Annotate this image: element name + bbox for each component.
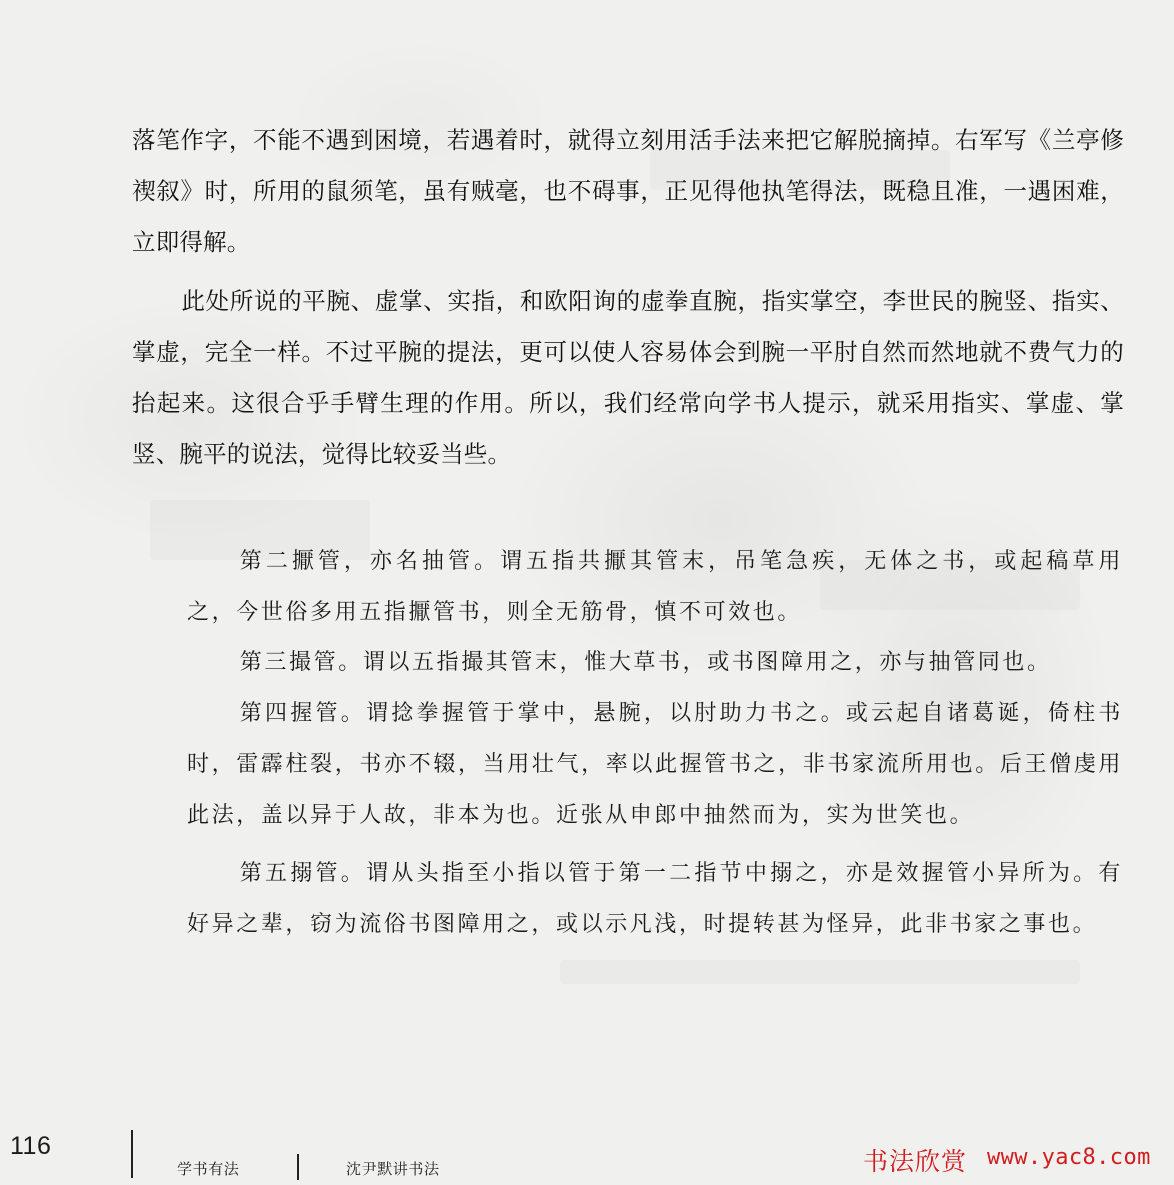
paragraph: 落笔作字，不能不遇到困境，若遇着时，就得立刻用活手法来把它解脱摘掉。右军写《兰亭修禊叙》时，所用的鼠须笔，虽有贼毫，也不碍事，正见得他执笔得法，既稳且准，一遇困难，立即得解。 <box>132 126 1124 256</box>
quote-paragraph: 第四握管。谓捻拳握管于掌中，悬腕，以肘助力书之。或云起自诸葛诞，倚柱书时，雷霹柱裂，书亦不辍，当用壮气，率以此握管书之，非书家流所用也。后王僧虔用此法，盖以异于人故，非本为也。近张从申郎中抽然而为，实为世笑也。 <box>187 701 1123 828</box>
footer-divider <box>297 1154 299 1180</box>
series-title: 学书有法 <box>177 1160 240 1178</box>
footer-divider <box>131 1130 133 1178</box>
show-through-shade <box>560 960 1080 984</box>
page-number: 116 <box>10 1132 52 1160</box>
paragraph: 此处所说的平腕、虚掌、实指，和欧阳询的虚拳直腕，指实掌空，李世民的腕竖、指实、掌虚，完全一样。不过平腕的提法，更可以使人容易体会到腕一平肘自然而然地就不费气力的抬起来。这很合乎手臂生理的作用。所以，我们经常向学书人提示，就采用指实、掌虚、掌竖、腕平的说法，觉得比较妥当些。 <box>132 287 1124 468</box>
book-title: 沈尹默讲书法 <box>346 1160 440 1178</box>
watermark-name: 书法欣赏 <box>863 1147 968 1176</box>
watermark-url: www.yac8.com <box>987 1145 1151 1170</box>
main-text <box>132 276 1124 480</box>
watermark <box>863 1142 1163 1178</box>
quote-paragraph: 第二擫管，亦名抽管。谓五指共擫其管末，吊笔急疾，无体之书，或起稿草用之，今世俗多用五指擫管书，则全无筋骨，慎不可效也。 <box>187 549 1123 625</box>
quote-paragraph: 第三撮管。谓以五指撮其管末，惟大草书，或书图障用之，亦与抽管同也。 <box>239 650 1052 675</box>
quote-paragraph: 第五搦管。谓从头指至小指以管于第一二指节中搦之，亦是效握管小异所为。有好异之辈，窃为流俗书图障用之，或以示凡浅，时提转甚为怪异，此非书家之事也。 <box>187 861 1123 937</box>
page-footer <box>0 1118 1174 1185</box>
main-text <box>132 115 1124 268</box>
